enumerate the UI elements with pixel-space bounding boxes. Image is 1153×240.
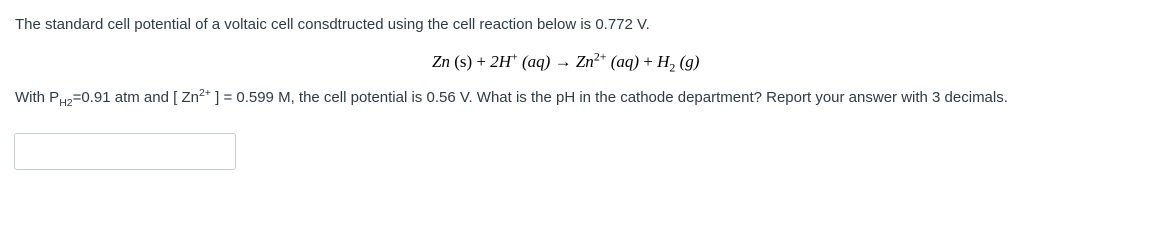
prompt-pressure-value: =0.91 atm and [ Zn xyxy=(72,89,199,106)
prompt-zn-charge: 2+ xyxy=(198,87,211,99)
eq-plus-1: + xyxy=(476,52,487,71)
eq-plus-2: + xyxy=(643,52,653,71)
eq-state-aq-2: (aq) xyxy=(610,52,640,71)
eq-zn-right: Zn xyxy=(575,52,594,71)
eq-h2: H xyxy=(657,52,670,71)
question-prompt xyxy=(15,87,1008,109)
eq-state-aq-1: (aq) xyxy=(522,52,551,71)
eq-h2-subscript: 2 xyxy=(669,60,676,75)
prompt-pressure-subscript: H2 xyxy=(59,97,73,109)
question-intro: The standard cell potential of a voltaic cell consdtructed using the cell reaction below is 0.772 V. xyxy=(15,16,650,33)
eq-state-s: (s) xyxy=(454,52,473,71)
cell-reaction-equation xyxy=(432,49,700,75)
eq-arrow: → xyxy=(554,52,572,71)
eq-zn-left: Zn xyxy=(432,52,450,71)
answer-input[interactable] xyxy=(14,133,236,170)
eq-h-charge: + xyxy=(511,49,518,64)
eq-zn-charge: 2+ xyxy=(593,49,607,64)
prompt-with: With P xyxy=(15,89,60,106)
prompt-rest: ] = 0.599 M, the cell potential is 0.56 V. What is the pH in the cathode department? Report your answer with 3 decimals. xyxy=(210,89,1008,106)
eq-state-g: (g) xyxy=(679,52,700,71)
eq-h-ion: 2H xyxy=(490,52,512,71)
